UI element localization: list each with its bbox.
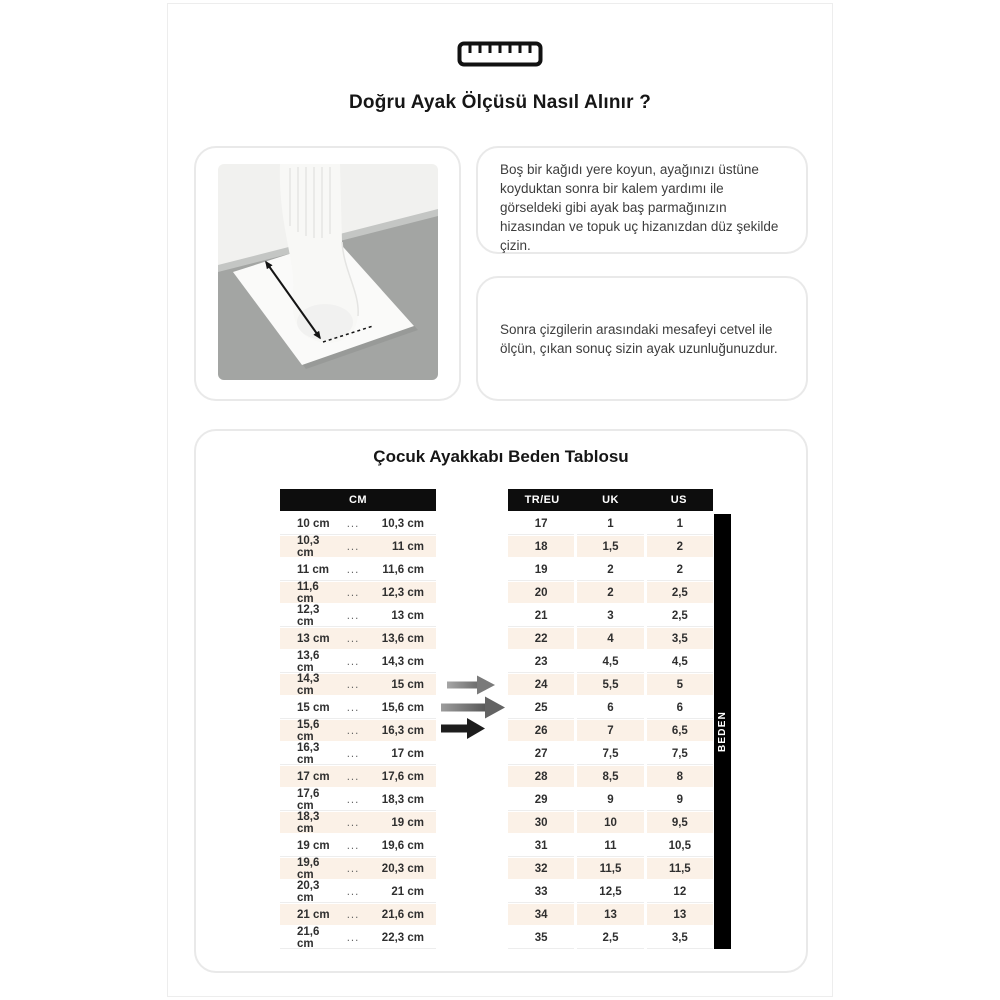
tr-eu-value: 29	[508, 789, 574, 810]
table-row	[508, 743, 713, 764]
tr-eu-value: 35	[508, 927, 574, 948]
cm-from-value: 18,3 cm	[297, 810, 320, 835]
range-dots: ...	[346, 540, 360, 553]
cm-to-value: 15,6 cm	[381, 701, 424, 714]
cm-table-body	[280, 513, 436, 948]
uk-value: 13	[577, 904, 643, 925]
table-row	[280, 674, 436, 695]
us-value: 8	[647, 766, 713, 787]
uk-value: 12,5	[577, 881, 643, 902]
tr-eu-value: 18	[508, 536, 574, 557]
table-row	[280, 513, 436, 534]
cm-to-value: 13 cm	[391, 609, 424, 622]
instruction-text-1: Boş bir kağıdı yere koyun, ayağınızı üstüne koyduktan sonra bir kalem yardımı ile görseldeki gibi ayak baş parmağınızın hizasından ve topuk uç hizanızdan düz şekilde çizin.	[500, 162, 779, 253]
uk-value: 7	[577, 720, 643, 741]
table-row	[508, 766, 713, 787]
instruction-box-1	[476, 146, 808, 254]
ruler-icon-wrap	[168, 41, 832, 72]
range-dots: ...	[346, 816, 360, 829]
tr-eu-value: 21	[508, 605, 574, 626]
uk-value: 2,5	[577, 927, 643, 948]
cm-to-value: 12,3 cm	[381, 586, 424, 599]
us-value: 9,5	[647, 812, 713, 833]
tr-eu-value: 30	[508, 812, 574, 833]
cm-to-value: 20,3 cm	[381, 862, 424, 875]
ruler-icon	[457, 41, 543, 67]
table-row	[280, 789, 436, 810]
uk-value: 4,5	[577, 651, 643, 672]
tr-eu-value: 25	[508, 697, 574, 718]
tr-eu-value: 32	[508, 858, 574, 879]
table-row	[508, 605, 713, 626]
us-value: 9	[647, 789, 713, 810]
us-value: 11,5	[647, 858, 713, 879]
header-uk: UK	[602, 494, 619, 506]
table-row	[508, 674, 713, 695]
cm-from-value: 21 cm	[297, 908, 330, 921]
cm-to-value: 13,6 cm	[381, 632, 424, 645]
table-row	[280, 881, 436, 902]
range-dots: ...	[346, 908, 360, 921]
tr-eu-value: 23	[508, 651, 574, 672]
tr-eu-value: 20	[508, 582, 574, 603]
table-row	[508, 582, 713, 603]
cm-from-value: 13,6 cm	[297, 649, 320, 674]
cm-to-value: 11,6 cm	[382, 563, 424, 576]
us-value: 4,5	[647, 651, 713, 672]
page-title: Doğru Ayak Ölçüsü Nasıl Alınır ?	[348, 92, 651, 113]
cm-from-value: 10 cm	[297, 517, 330, 530]
range-dots: ...	[346, 586, 360, 599]
range-dots: ...	[346, 747, 360, 760]
size-table-header	[508, 489, 713, 511]
uk-value: 10	[577, 812, 643, 833]
us-value: 13	[647, 904, 713, 925]
cm-from-value: 15 cm	[297, 701, 330, 714]
table-row	[508, 513, 713, 534]
us-value: 12	[647, 881, 713, 902]
table-row	[508, 881, 713, 902]
size-table-title: Çocuk Ayakkabı Beden Tablosu	[373, 447, 629, 466]
table-row	[508, 536, 713, 557]
table-row	[508, 835, 713, 856]
table-row	[280, 904, 436, 925]
table-row	[508, 697, 713, 718]
table-row	[508, 559, 713, 580]
us-value: 10,5	[647, 835, 713, 856]
us-value: 3,5	[647, 927, 713, 948]
range-dots: ...	[346, 862, 360, 875]
cm-from-value: 21,6 cm	[297, 925, 320, 950]
cm-from-value: 19 cm	[297, 839, 330, 852]
table-row	[280, 605, 436, 626]
us-value: 5	[647, 674, 713, 695]
uk-value: 8,5	[577, 766, 643, 787]
range-dots: ...	[346, 701, 360, 714]
cm-table-header: CM	[280, 489, 436, 511]
cm-from-value: 15,6 cm	[297, 718, 320, 743]
instruction-text-2: Sonra çizgilerin arasındaki mesafeyi cetvel ile ölçün, çıkan sonuç sizin ayak uzunluğunuzdur.	[500, 321, 778, 356]
table-row	[508, 858, 713, 879]
table-row	[508, 812, 713, 833]
cm-to-value: 14,3 cm	[381, 655, 424, 668]
header-us: US	[670, 494, 687, 506]
range-dots: ...	[346, 885, 360, 898]
us-value: 2,5	[647, 582, 713, 603]
table-row	[280, 927, 436, 948]
uk-value: 4	[577, 628, 643, 649]
uk-value: 2	[577, 582, 643, 603]
table-row	[280, 559, 436, 580]
cm-to-value: 10,3 cm	[381, 517, 424, 530]
table-row	[280, 536, 436, 557]
foot-photo-illustration	[218, 164, 438, 380]
us-value: 2	[647, 536, 713, 557]
table-row	[508, 927, 713, 948]
uk-value: 9	[577, 789, 643, 810]
range-dots: ...	[346, 724, 360, 737]
tr-eu-value: 33	[508, 881, 574, 902]
cm-to-value: 18,3 cm	[381, 793, 424, 806]
tr-eu-value: 31	[508, 835, 574, 856]
table-row	[508, 904, 713, 925]
foot-measurement-photo	[218, 164, 438, 380]
tr-eu-value: 28	[508, 766, 574, 787]
uk-value: 5,5	[577, 674, 643, 695]
us-value: 2,5	[647, 605, 713, 626]
tr-eu-value: 26	[508, 720, 574, 741]
cm-from-value: 11 cm	[297, 563, 329, 576]
photo-card	[194, 146, 461, 401]
uk-value: 11	[577, 835, 643, 856]
us-value: 3,5	[647, 628, 713, 649]
uk-value: 7,5	[577, 743, 643, 764]
range-dots: ...	[346, 770, 360, 783]
table-row	[280, 743, 436, 764]
cm-from-value: 14,3 cm	[297, 672, 320, 697]
us-value: 6,5	[647, 720, 713, 741]
range-dots: ...	[346, 609, 360, 622]
size-table-body	[508, 513, 713, 948]
cm-from-value: 13 cm	[297, 632, 330, 645]
uk-value: 1	[577, 513, 643, 534]
transfer-arrows-icon	[439, 671, 509, 746]
uk-value: 3	[577, 605, 643, 626]
cm-to-value: 16,3 cm	[381, 724, 424, 737]
cm-to-value: 22,3 cm	[381, 931, 424, 944]
us-value: 6	[647, 697, 713, 718]
cm-from-value: 12,3 cm	[297, 603, 320, 628]
size-table-card	[194, 429, 808, 973]
range-dots: ...	[346, 632, 360, 645]
tr-eu-value: 34	[508, 904, 574, 925]
cm-to-value: 19,6 cm	[381, 839, 424, 852]
table-row	[280, 697, 436, 718]
cm-from-value: 17 cm	[297, 770, 330, 783]
table-row	[280, 628, 436, 649]
cm-to-value: 21 cm	[391, 885, 424, 898]
table-row	[508, 720, 713, 741]
table-row	[280, 858, 436, 879]
table-row	[280, 720, 436, 741]
cm-to-value: 17,6 cm	[381, 770, 424, 783]
table-row	[280, 582, 436, 603]
cm-to-value: 17 cm	[391, 747, 424, 760]
range-dots: ...	[346, 839, 360, 852]
cm-to-value: 21,6 cm	[381, 908, 424, 921]
uk-value: 1,5	[577, 536, 643, 557]
tr-eu-value: 22	[508, 628, 574, 649]
us-value: 1	[647, 513, 713, 534]
table-row	[280, 812, 436, 833]
table-row	[508, 651, 713, 672]
cm-to-value: 11 cm	[392, 540, 424, 553]
range-dots: ...	[346, 678, 360, 691]
uk-value: 11,5	[577, 858, 643, 879]
range-dots: ...	[346, 793, 360, 806]
cm-to-value: 15 cm	[391, 678, 424, 691]
range-dots: ...	[346, 563, 360, 576]
cm-from-value: 20,3 cm	[297, 879, 320, 904]
cm-from-value: 11,6 cm	[297, 580, 319, 605]
tr-eu-value: 24	[508, 674, 574, 695]
tr-eu-value: 19	[508, 559, 574, 580]
instruction-box-2	[476, 276, 808, 401]
us-value: 2	[647, 559, 713, 580]
size-table	[508, 489, 713, 950]
beden-label: BEDEN	[717, 710, 729, 753]
tr-eu-value: 17	[508, 513, 574, 534]
table-row	[508, 789, 713, 810]
range-dots: ...	[346, 655, 360, 668]
cm-from-value: 19,6 cm	[297, 856, 320, 881]
range-dots: ...	[346, 931, 360, 944]
cm-from-value: 10,3 cm	[297, 534, 320, 559]
cm-to-value: 19 cm	[391, 816, 424, 829]
beden-side-bar	[714, 514, 731, 949]
us-value: 7,5	[647, 743, 713, 764]
table-row	[280, 835, 436, 856]
cm-from-value: 16,3 cm	[297, 741, 320, 766]
range-dots: ...	[346, 517, 360, 530]
uk-value: 2	[577, 559, 643, 580]
content-card	[167, 3, 833, 997]
tr-eu-value: 27	[508, 743, 574, 764]
cm-table	[280, 489, 436, 950]
uk-value: 6	[577, 697, 643, 718]
table-row	[280, 651, 436, 672]
header-tr-eu: TR/EU	[524, 494, 560, 506]
cm-from-value: 17,6 cm	[297, 787, 320, 812]
table-row	[280, 766, 436, 787]
table-row	[508, 628, 713, 649]
